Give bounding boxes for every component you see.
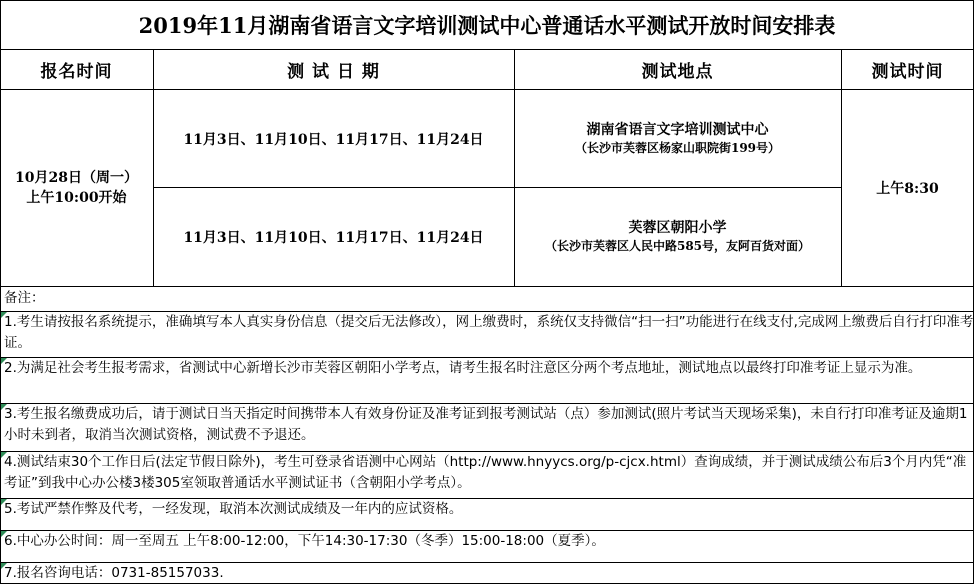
test-date-row-2: 11月3日、11月10日、11月17日、11月24日: [183, 229, 484, 246]
notes-label: 备注：: [4, 290, 45, 306]
cell-marker: [1, 404, 7, 410]
header-registration-time: 报名时间: [0, 50, 153, 90]
header-test-location: 测试地点: [514, 50, 841, 90]
cell-marker: [1, 452, 7, 458]
header-test-date: 测 试 日 期: [153, 50, 514, 90]
test-date-cell: [153, 90, 514, 187]
test-date-cell: [153, 187, 514, 286]
page-title: 2019年11月湖南省语言文字培训测试中心普通话水平测试开放时间安排表: [0, 0, 974, 50]
note-item: 5.考试严禁作弊及代考，一经发现，取消本次测试成绩及一年内的应试资格。: [0, 498, 974, 522]
note-item: 2.为满足社会考生报考需求，省测试中心新增长沙市芙蓉区朝阳小学考点，请考生报名时注意区分两个考点地址，测试地点以最终打印准考证上显示为准。: [0, 357, 974, 399]
note-item: 6.中心办公时间：周一至周五 上午8:00-12:00，下午14:30-17:30（冬季）15:00-18:00（夏季）。: [0, 530, 974, 554]
location-name-row-2: 芙蓉区朝阳小学: [628, 220, 727, 236]
note-item: 7.报名咨询电话：0731-85157033.: [0, 562, 974, 583]
header-test-time: 测试时间: [841, 50, 974, 90]
location-address-row-1: （长沙市芙蓉区杨家山职院街199号）: [574, 141, 781, 155]
test-location-cell: [514, 187, 841, 286]
cell-marker: [1, 312, 7, 318]
registration-start: 上午10:00开始: [26, 190, 127, 206]
location-address-row-2: （长沙市芙蓉区人民中路585号，友阿百货对面）: [544, 239, 811, 253]
cell-marker: [1, 358, 7, 364]
test-time-cell: [841, 90, 974, 286]
note-item: 1.考生请按报名系统提示，准确填写本人真实身份信息（提交后无法修改），网上缴费时，系统仅支持微信“扫一扫”功能进行在线支付,完成网上缴费后自行打印准考证。: [0, 311, 974, 353]
test-date-row-1: 11月3日、11月10日、11月17日、11月24日: [183, 131, 484, 148]
registration-cell: [0, 90, 153, 286]
cell-marker: [1, 531, 7, 537]
grid-line: [0, 286, 974, 287]
note-item: 3.考生报名缴费成功后，请于测试日当天指定时间携带本人有效身份证及准考证到报考测试站（点）参加测试(照片考试当天现场采集)，未自行打印准考证及逾期1小时未到者，取消当次测试资格，测试费不予退还。: [0, 403, 974, 445]
registration-date: 10月28日（周一）: [15, 170, 138, 186]
note-item: 4.测试结束30个工作日后(法定节假日除外)，考生可登录省语测中心网站（http://www.hnyycs.org/p-cjcx.html）查询成绩，并于测试成绩公布后3个月内凭“准考证”到我中心办公楼3楼305室领取普通话水平测试证书（含朝阳小学考点）。: [0, 451, 974, 493]
location-name-row-1: 湖南省语言文字培训测试中心: [586, 122, 769, 138]
test-location-cell: [514, 90, 841, 187]
test-time-value: 上午8:30: [876, 181, 939, 197]
cell-marker: [1, 563, 7, 569]
cell-marker: [1, 499, 7, 505]
